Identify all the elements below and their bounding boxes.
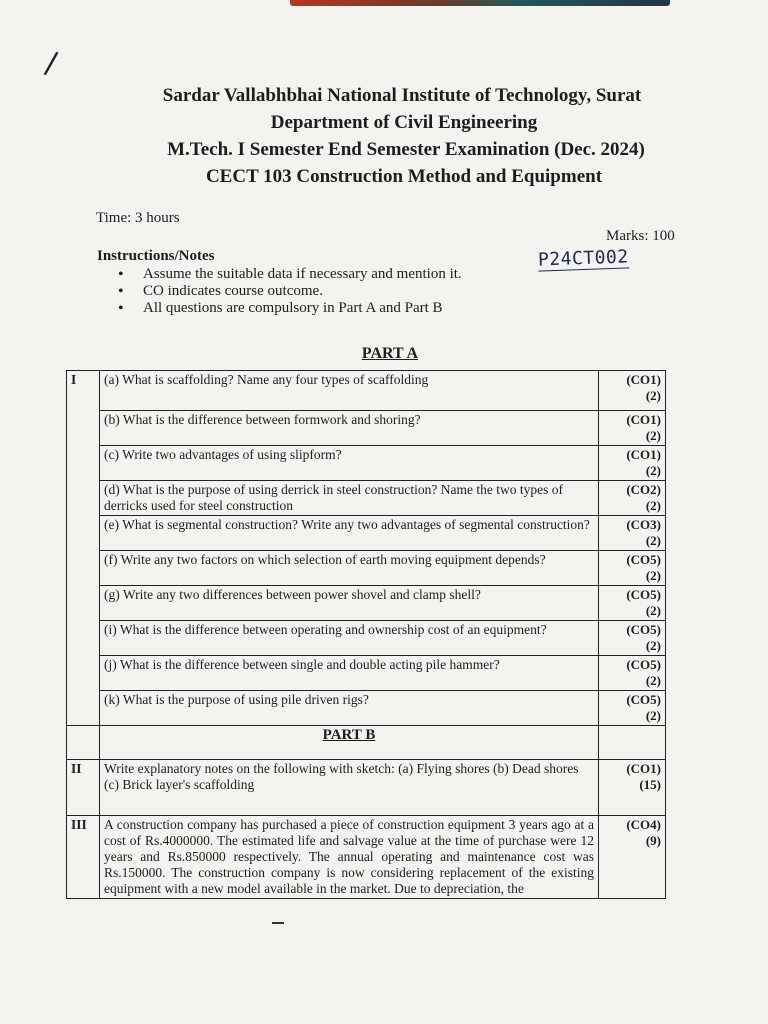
co-marks: (CO5) (2) (599, 621, 666, 656)
table-row (67, 586, 666, 621)
question-text: Write explanatory notes on the following with sketch: (a) Flying shores (b) Dead shores (c) Brick layer's scaffolding (100, 760, 599, 816)
question-text: A construction company has purchased a piece of construction equipment 3 years ago at a cost of Rs.4000000. The estimated life and salvage value at the time of purchase were 12 years and Rs.850000 respectively. The annual operating and maintenance cost was Rs.150000. The construction company is now considering replacement of the existing equipment with a new model available in the market. Due to depreciation, the (100, 816, 599, 899)
instruction-item: • All questions are compulsory in Part A and Part B (118, 300, 462, 317)
question-text: (f) Write any two factors on which selection of earth moving equipment depends? (100, 551, 599, 586)
instruction-item: • Assume the suitable data if necessary and mention it. (118, 266, 462, 283)
co-marks: (CO5) (2) (599, 586, 666, 621)
question-number: II (67, 760, 100, 816)
institute-name: Sardar Vallabhbhai National Institute of Technology, Surat (162, 85, 642, 106)
table-row (67, 726, 666, 760)
question-text: (a) What is scaffolding? Name any four types of scaffolding (100, 371, 599, 411)
table-row (67, 760, 666, 816)
course-title: CECT 103 Construction Method and Equipment (205, 166, 603, 187)
co-marks: (CO1) (2) (599, 411, 666, 446)
co-marks: (CO3) (2) (599, 516, 666, 551)
exam-title: M.Tech. I Semester End Semester Examination (Dec. 2024) (167, 139, 645, 160)
exam-marks: Marks: 100 (606, 228, 675, 244)
instructions-title: Instructions/Notes (97, 248, 215, 264)
instruction-item: • CO indicates course outcome. (118, 283, 462, 300)
question-text: (k) What is the purpose of using pile driven rigs? (100, 691, 599, 726)
stray-pen-mark (272, 922, 284, 924)
co-marks: (CO1) (15) (599, 760, 666, 816)
department-name: Department of Civil Engineering (270, 112, 538, 133)
empty-cell (67, 726, 100, 760)
co-marks: (CO1) (2) (599, 371, 666, 411)
part-a-heading: PART A (361, 345, 419, 362)
table-row (67, 691, 666, 726)
table-row (67, 656, 666, 691)
table-row (67, 411, 666, 446)
question-text: (b) What is the difference between formwork and shoring? (100, 411, 599, 446)
handwritten-roll-number: P24CT002 (537, 246, 630, 271)
co-marks: (CO5) (2) (599, 691, 666, 726)
question-text: (d) What is the purpose of using derrick in steel construction? Name the two types of derricks used for steel construction (100, 481, 599, 516)
part-b-heading: PART B (100, 726, 599, 760)
question-text: (i) What is the difference between operating and ownership cost of an equipment? (100, 621, 599, 656)
question-text: (c) Write two advantages of using slipform? (100, 446, 599, 481)
question-table (66, 370, 666, 899)
pen-tick-mark: / (42, 45, 60, 82)
question-text: (j) What is the difference between single and double acting pile hammer? (100, 656, 599, 691)
co-marks: (CO5) (2) (599, 656, 666, 691)
table-row (67, 371, 666, 411)
exam-header (0, 82, 768, 190)
empty-cell (599, 726, 666, 760)
table-row (67, 621, 666, 656)
table-row (67, 816, 666, 899)
table-row (67, 551, 666, 586)
top-color-stripe (290, 0, 670, 6)
question-text: (e) What is segmental construction? Write any two advantages of segmental construction? (100, 516, 599, 551)
exam-time: Time: 3 hours (96, 210, 180, 226)
question-number: I (67, 371, 100, 726)
co-marks: (CO2) (2) (599, 481, 666, 516)
question-text: (g) Write any two differences between power shovel and clamp shell? (100, 586, 599, 621)
table-row (67, 446, 666, 481)
question-number: III (67, 816, 100, 899)
table-row (67, 516, 666, 551)
table-row (67, 481, 666, 516)
co-marks: (CO4) (9) (599, 816, 666, 899)
co-marks: (CO5) (2) (599, 551, 666, 586)
co-marks: (CO1) (2) (599, 446, 666, 481)
instructions-list (118, 266, 462, 317)
